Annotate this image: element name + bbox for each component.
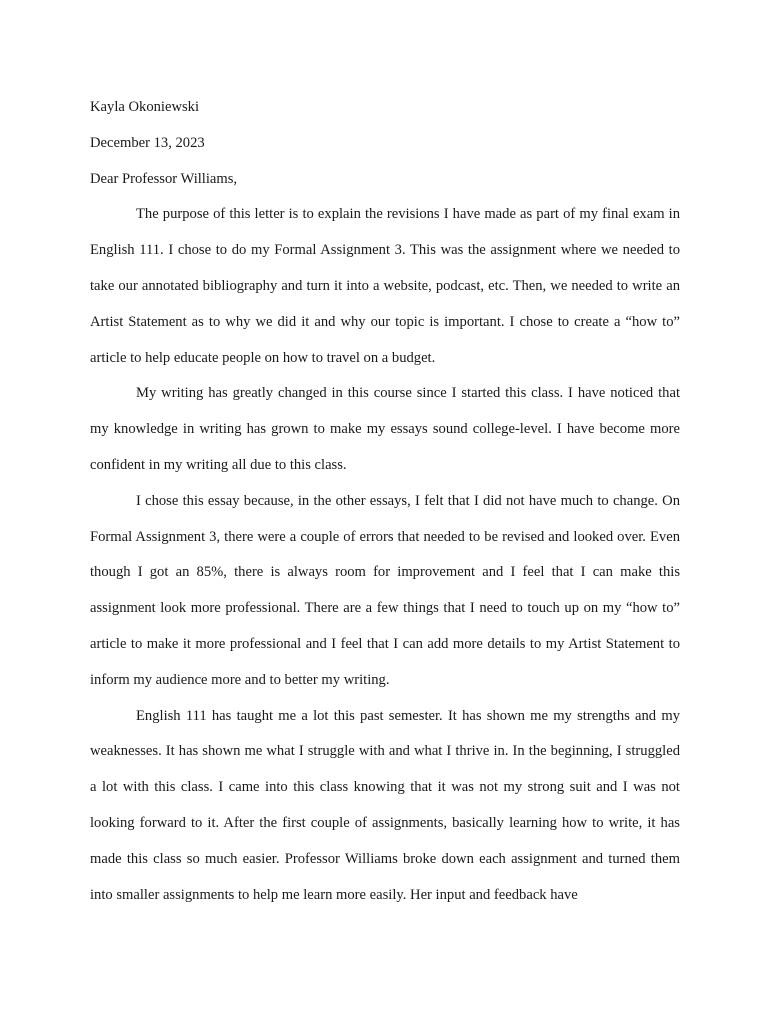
letter-date: December 13, 2023 <box>90 134 205 151</box>
paragraph-essay-choice: I chose this essay because, in the other essays, I felt that I did not have much to change. On Formal Assignment 3, there were a couple of errors that needed to be revised and looked over. Even though I got an 85%, there is always room for improvement and I feel that I can make this assignment look more professional. There are a few things that I need to touch up on my “how to” article to make it more professional and I feel that I can add more details to my Artist Statement to inform my audience more and to better my writing. <box>90 492 680 688</box>
salutation: Dear Professor Williams, <box>90 170 238 187</box>
author-name: Kayla Okoniewski <box>90 99 200 115</box>
paragraph-growth: My writing has greatly changed in this course since I started this class. I have noticed that my knowledge in writing has grown to make my essays sound college-level. I have become more confident in my writing all due to this class. <box>90 385 680 473</box>
paragraph-reflection: English 111 has taught me a lot this past semester. It has shown me my strengths and my weaknesses. It has shown me what I struggle with and what I thrive in. In the beginning, I struggled a lot with this class. I came into this class knowing that it was not my strong suit and I was not looking forward to it. After the first couple of assignments, basically learning how to write, it has made this class so much easier. Professor Williams broke down each assignment and turned them into smaller assignments to help me learn more easily. Her input and feedback have <box>90 707 680 903</box>
paragraph-purpose: The purpose of this letter is to explain the revisions I have made as part of my final exam in English 111. I chose to do my Formal Assignment 3. This was the assignment where we needed to take our annotated bibliography and turn it into a website, podcast, etc. Then, we needed to write an Artist Statement as to why we did it and why our topic is important. I chose to create a “how to” article to help educate people on how to travel on a budget. <box>90 206 680 366</box>
letter-body <box>90 90 680 913</box>
